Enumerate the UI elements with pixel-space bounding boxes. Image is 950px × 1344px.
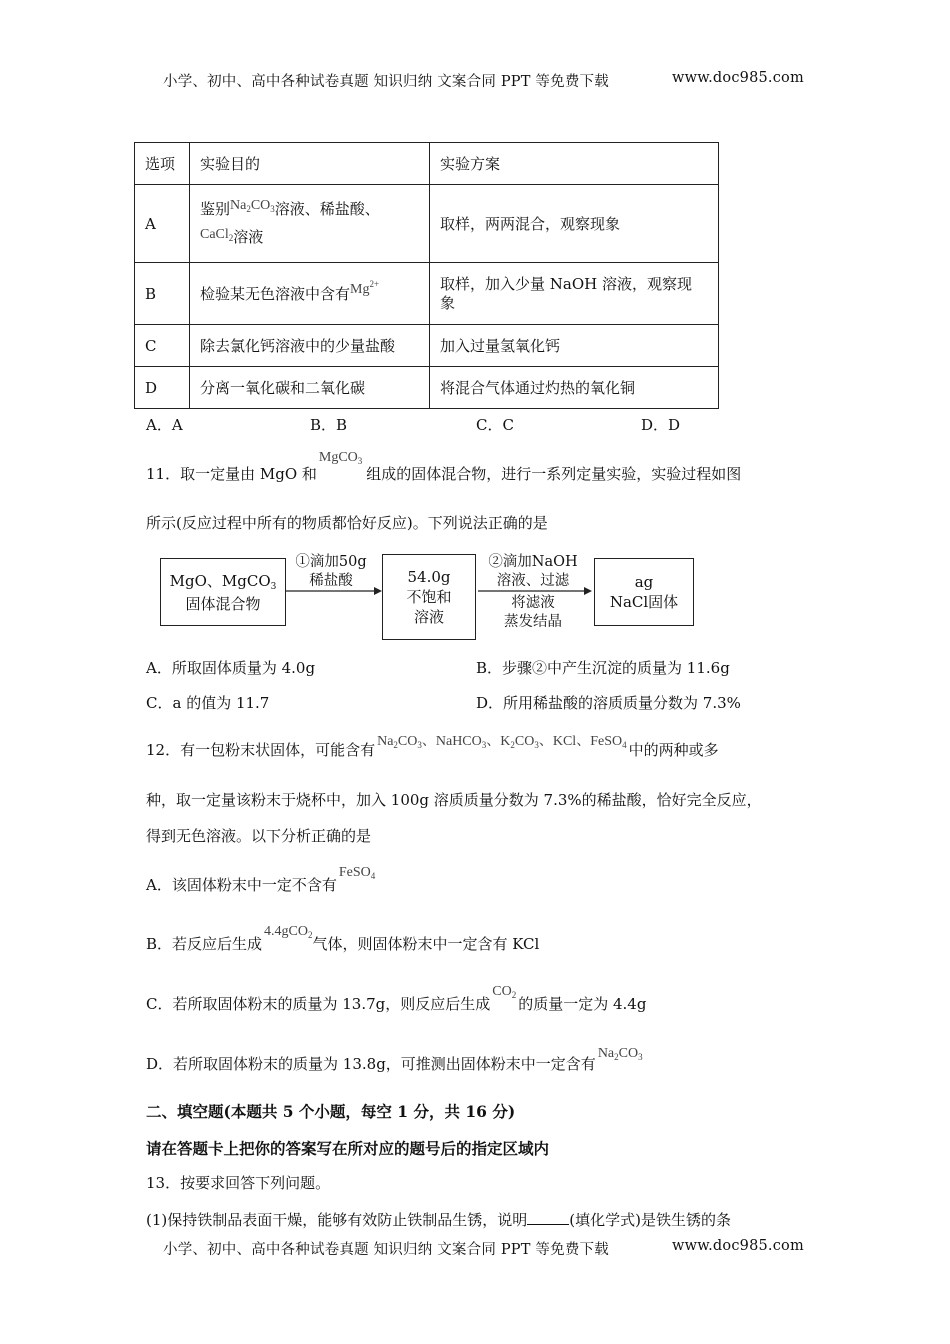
q11-choice-b: B．步骤②中产生沉淀的质量为 11.6g: [476, 659, 730, 677]
row-label: B: [135, 263, 190, 325]
q12-text: 12．有一包粉末状固体，可能含有 $Na_2CO_3$、NaHCO$_3$、$K_2CO_3$、KCl、FeSO$_4$ 中的两种或多: [146, 734, 719, 759]
q12-choice-d: D．若所取固体粉末的质量为 13.8g，可推测出固体粉末中一定含有$Na_2CO_3$: [146, 1046, 643, 1073]
row-purpose: 除去氯化钙溶液中的少量盐酸: [190, 325, 430, 367]
row-plan: 取样，两两混合，观察现象: [430, 185, 719, 263]
header-text: 小学、初中、高中各种试卷真题 知识归纳 文案合同 PPT 等免费下载: [163, 74, 609, 90]
row-plan: 加入过量氢氧化钙: [430, 325, 719, 367]
q13-title: 13．按要求回答下列问题。: [146, 1174, 331, 1192]
q11-text: 11．取一定量由 MgO 和MgCO$_3$组成的固体混合物，进行一系列定量实验，实验过程如图: [146, 450, 742, 483]
row-label: C: [135, 325, 190, 367]
row-purpose: 鉴别$Na_2CO_3$溶液、稀盐酸、 CaCl$_2$溶液: [190, 185, 430, 263]
choice-a: A．A: [146, 416, 183, 434]
row-plan: 将混合气体通过灼热的氧化铜: [430, 367, 719, 409]
q13-part1: (1)保持铁制品表面干燥，能够有效防止铁制品生锈，说明 (填化学式)是铁生锈的条: [146, 1211, 731, 1229]
choice-c: C．C: [476, 416, 514, 434]
row-purpose: 检验某无色溶液中含有$Mg^{2+}$: [190, 263, 430, 325]
section-title: 二、填空题(本题共 5 个小题，每空 1 分，共 16 分): [146, 1102, 516, 1121]
q11-choice-c: C．a 的值为 11.7: [146, 694, 270, 712]
q12-choice-c: C．若所取固体粉末的质量为 13.7g，则反应后生成$CO_2$ 的质量一定为 4.4g: [146, 984, 647, 1013]
flow-box-mixture: MgO、MgCO$_3$ 固体混合物: [160, 558, 286, 626]
table-row: [135, 263, 719, 325]
flow-arrow1-label: ①滴加50g 稀盐酸: [295, 554, 367, 589]
row-plan: 取样，加入少量 NaOH 溶液，观察现 象: [430, 263, 719, 325]
th-option: 选项: [135, 143, 190, 185]
row-label: D: [135, 367, 190, 409]
row-purpose: 分离一氧化碳和二氧化碳: [190, 367, 430, 409]
th-plan: 实验方案: [430, 143, 719, 185]
table-row: [135, 367, 719, 409]
th-purpose: 实验目的: [190, 143, 430, 185]
answer-blank[interactable]: [527, 1210, 569, 1225]
experiment-table: [134, 142, 719, 409]
q12-line3: 得到无色溶液。以下分析正确的是: [146, 827, 372, 845]
choice-b: B．B: [310, 416, 348, 434]
footer-url[interactable]: www.doc985.com: [672, 1238, 804, 1254]
choice-d: D．D: [641, 416, 681, 434]
q12-line2: 种，取一定量该粉末于烧杯中，加入 100g 溶质质量分数为 7.3%的稀盐酸，恰好完全反应，: [146, 791, 762, 809]
flow-box-nacl: ag NaCl固体: [594, 558, 694, 626]
section-instruction: 请在答题卡上把你的答案写在所对应的题号后的指定区域内: [146, 1139, 550, 1158]
q12-choice-a: A．该固体粉末中一定不含有FeSO$_4$: [146, 865, 376, 894]
table-row: [135, 185, 719, 263]
q11-choice-a: A．所取固体质量为 4.0g: [146, 659, 316, 677]
q12-choice-b: B．若反应后生成4.4gCO$_2$气体，则固体粉末中一定含有 KCl: [146, 924, 540, 953]
table-row: [135, 325, 719, 367]
q11-line2: 所示(反应过程中所有的物质都恰好反应)。下列说法正确的是: [146, 514, 548, 532]
flow-arrow2-label-bottom: 将滤液 蒸发结晶: [504, 595, 562, 630]
header-url[interactable]: www.doc985.com: [672, 70, 804, 86]
q11-choice-d: D．所用稀盐酸的溶质质量分数为 7.3%: [476, 694, 741, 712]
flow-box-solution: 54.0g 不饱和 溶液: [382, 554, 476, 640]
footer-text: 小学、初中、高中各种试卷真题 知识归纳 文案合同 PPT 等免费下载: [163, 1242, 609, 1258]
row-label: A: [135, 185, 190, 263]
flow-arrow-1: [284, 584, 384, 598]
flow-arrow2-label-top: ②滴加NaOH 溶液、过滤: [488, 554, 578, 589]
